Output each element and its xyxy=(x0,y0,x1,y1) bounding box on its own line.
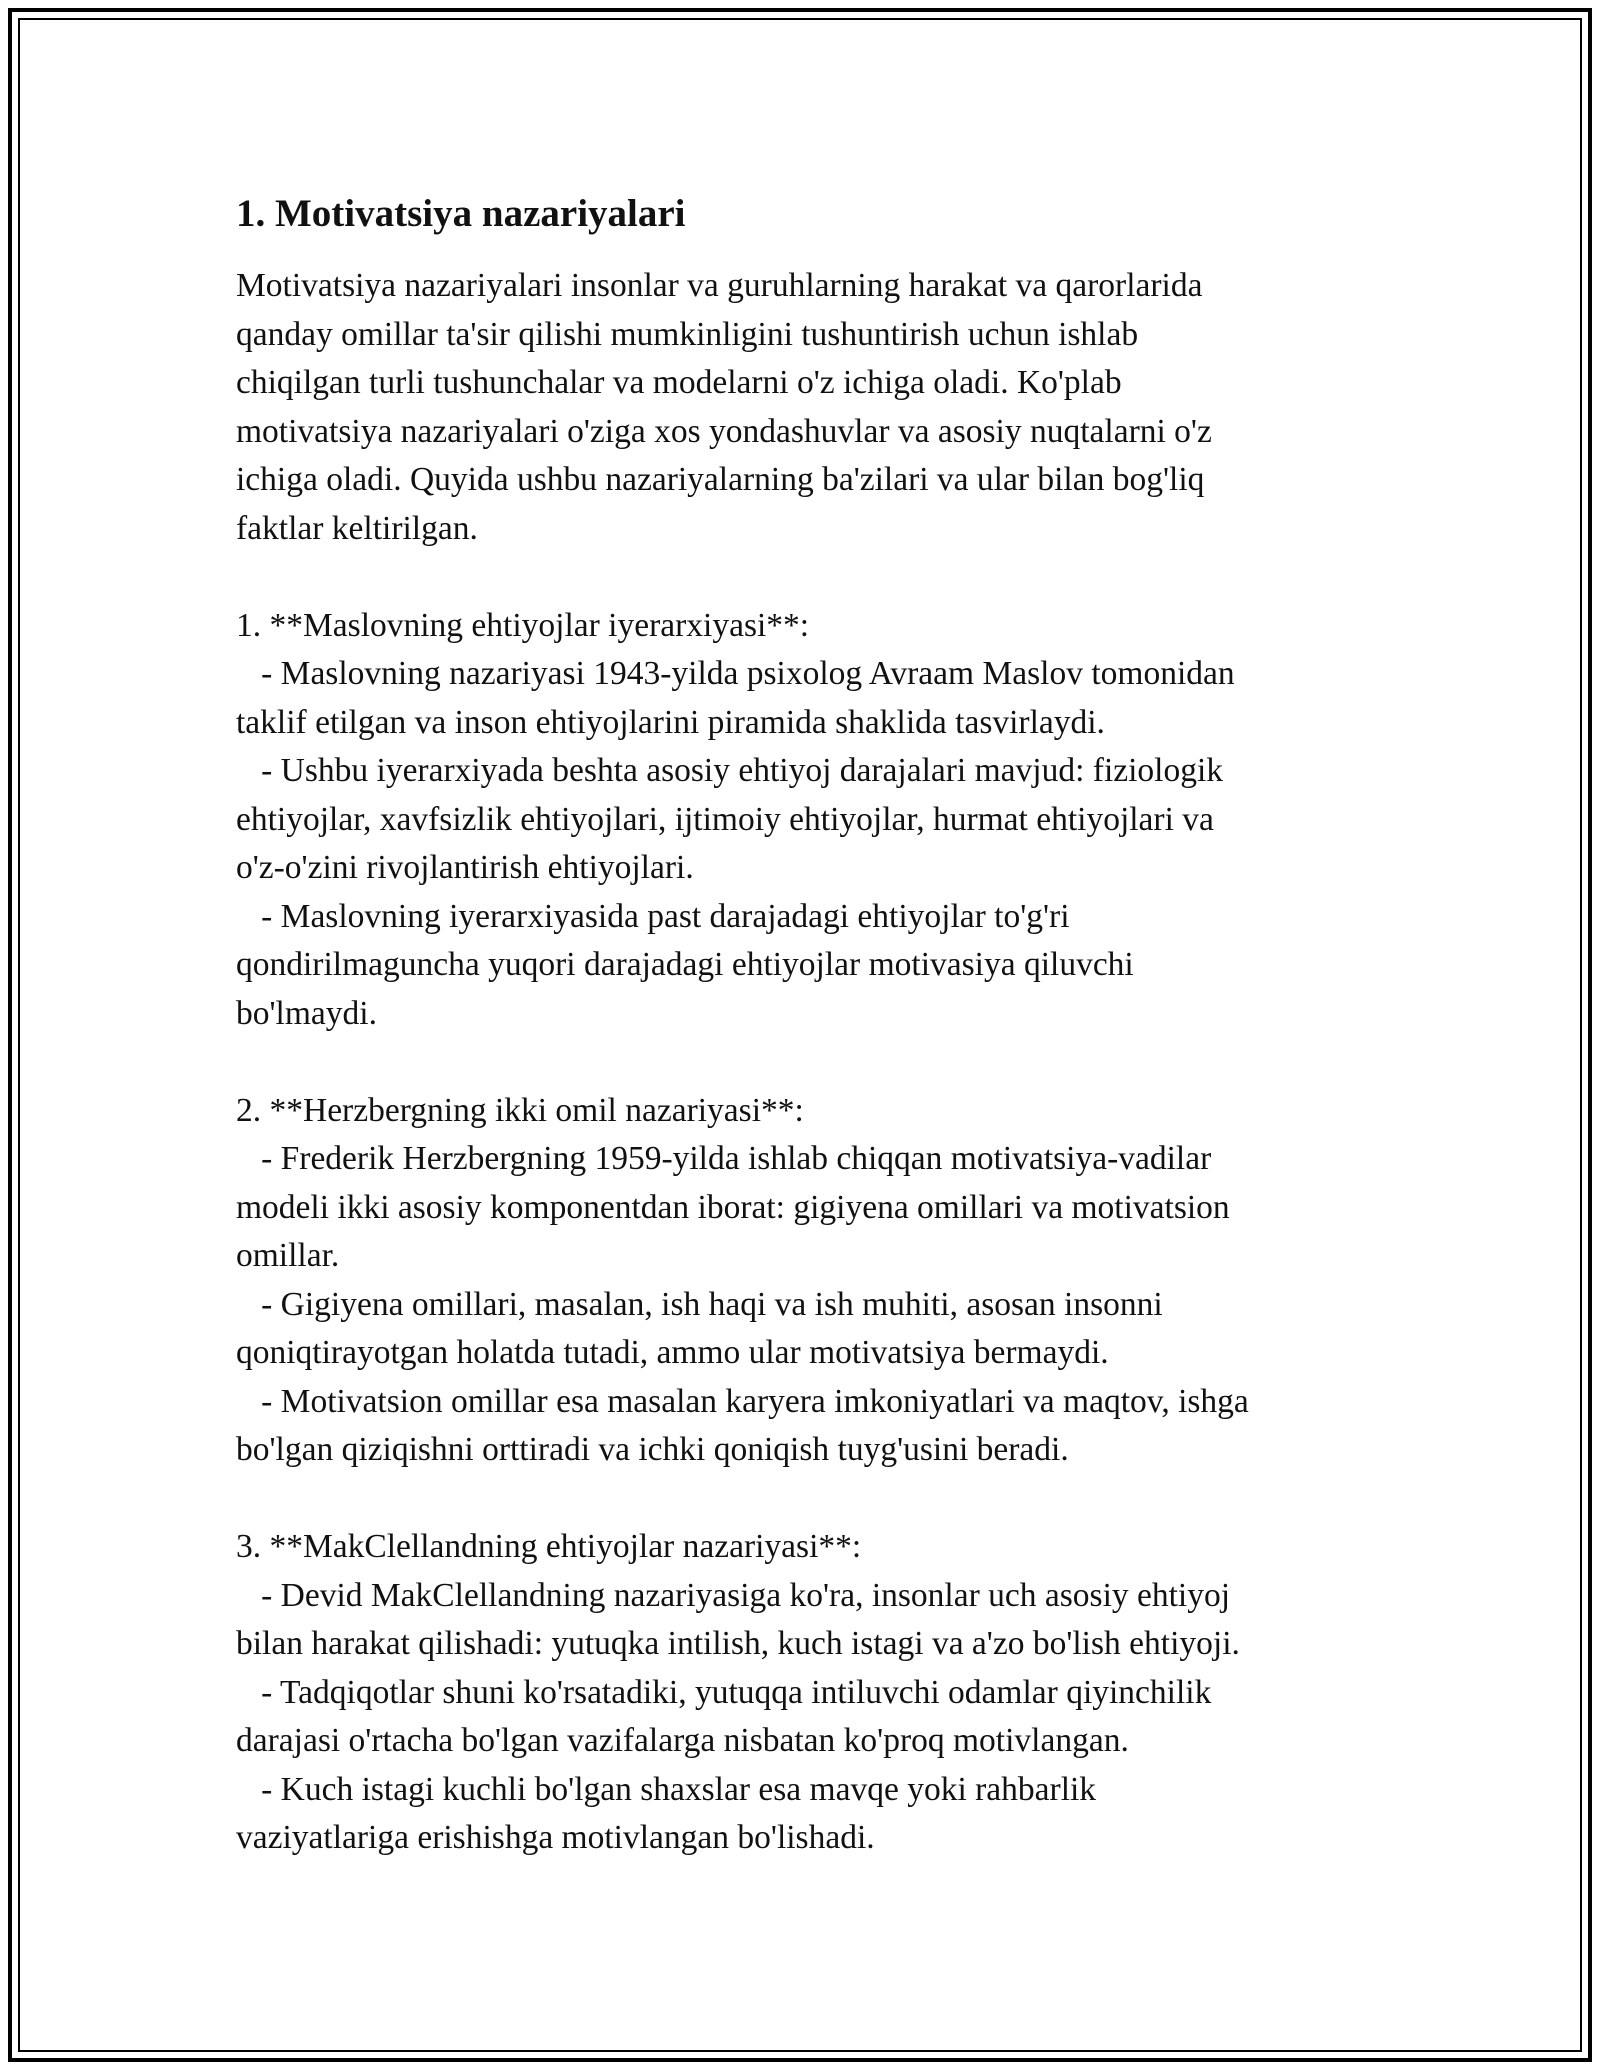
section-heading: 3. **MakClellandning ehtiyojlar nazariyasi**: xyxy=(236,1528,862,1565)
section-heading: 2. **Herzbergning ikki omil nazariyasi**: xyxy=(236,1091,804,1129)
bullet-item: - Ushbu iyerarxiyada beshta asosiy ehtiyoj darajalari mavjud: fiziologik ehtiyojlar, xavfsizlik ehtiyojlari, ijtimoiy ehtiyojlar, hurmat ehtiyojlari va o'z-o'zini rivojlantirish ehtiyojlari. xyxy=(236,752,1224,886)
bullet-item: - Tadqiqotlar shuni ko'rsatadiki, yutuqqa intiluvchi odamlar qiyinchilik darajasi o'rtacha bo'lgan vazifalarga nisbatan ko'proq motivlangan. xyxy=(236,1673,1212,1759)
spacer xyxy=(236,1475,1366,1524)
bullet-item: - Devid MakClellandning nazariyasiga ko'ra, insonlar uch asosiy ehtiyoj bilan harakat qilishadi: yutuqka intilish, kuch istagi va a'zo bo'lish ehtiyoji. xyxy=(236,1576,1240,1662)
bullet-item: - Maslovning iyerarxiyasida past darajadagi ehtiyojlar to'g'ri qondirilmaguncha yuqori darajadagi ehtiyojlar motivasiya qiluvchi bo'lmaydi. xyxy=(236,897,1134,1032)
document-body xyxy=(236,186,1366,1863)
section-herzberg xyxy=(236,1087,1366,1475)
section-maslow xyxy=(236,602,1366,1039)
bullet-item: - Maslovning nazariyasi 1943-yilda psixolog Avraam Maslov tomonidan taklif etilgan va inson ehtiyojlarini piramida shaklida tasvirlaydi. xyxy=(236,655,1235,741)
intro-paragraph: Motivatsiya nazariyalari insonlar va guruhlarning harakat va qarorlarida qanday omillar ta'sir qilishi mumkinligini tushuntirish uchun ishlab chiqilgan turli tushunchalar va modelarni o'z ichiga oladi. Ko'plab motivatsiya nazariyalari o'ziga xos yondashuvlar va asosiy nuqtalarni o'z ichiga oladi. Quyida ushbu nazariyalarning ba'zilari va ular bilan bog'liq faktlar keltirilgan. xyxy=(236,267,1212,547)
bullet-item: - Gigiyena omillari, masalan, ish haqi va ish muhiti, asosan insonni qoniqtirayotgan holatda tutadi, ammo ular motivatsiya bermaydi. xyxy=(236,1285,1163,1371)
section-heading: 1. **Maslovning ehtiyojlar iyerarxiyasi**: xyxy=(236,606,810,644)
spacer xyxy=(236,1038,1366,1087)
section-mcclelland xyxy=(236,1523,1366,1863)
bullet-item: - Frederik Herzbergning 1959-yilda ishlab chiqqan motivatsiya-vadilar modeli ikki asosiy komponentdan iborat: gigiyena omillari va motivatsion omillar. xyxy=(236,1140,1230,1274)
bullet-item: - Kuch istagi kuchli bo'lgan shaxslar esa mavqe yoki rahbarlik vaziyatlariga erishishga motivlangan bo'lishadi. xyxy=(236,1770,1097,1856)
spacer xyxy=(236,553,1366,602)
bullet-item: - Motivatsion omillar esa masalan karyera imkoniyatlari va maqtov, ishga bo'lgan qiziqishni orttiradi va ichki qoniqish tuyg'usini beradi. xyxy=(236,1382,1249,1468)
page-title: 1. Motivatsiya nazariyalari xyxy=(236,192,686,235)
